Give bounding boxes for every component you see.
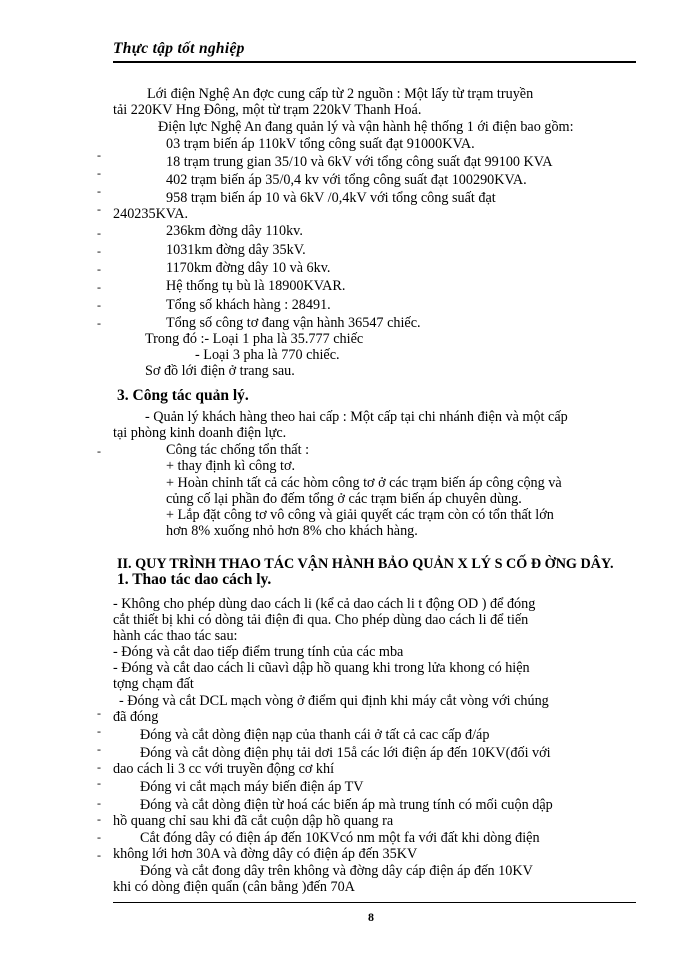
text-line-40: Đóng vi cắt mạch máy biến điện áp TV (140, 779, 364, 795)
margin-dash-mark: - (97, 776, 101, 790)
margin-dash-mark: - (97, 796, 101, 810)
text-line-38: Đóng và cắt dòng điện phụ tải dơi 15å các lới điện áp đến 10KV(đối với (140, 745, 551, 761)
text-line-36: đã đóng (113, 709, 159, 725)
text-line-35: - Đóng và cắt DCL mạch vòng ở điểm qui định khi máy cắt vòng với chúng (119, 693, 549, 709)
text-line-14: Tổng số công tơ đang vận hành 36547 chiếc. (166, 315, 421, 331)
text-line-29: - Không cho phép dùng dao cách li (kể cả dao cách li t động OD ) để đóng (113, 596, 536, 612)
margin-dash-mark: - (97, 280, 101, 294)
text-line-21: Công tác chống tổn thất : (166, 442, 310, 458)
text-line-11: 1170km đờng dây 10 và 6kv. (166, 260, 331, 276)
text-line-17: Sơ đồ lới điện ở trang sau. (145, 363, 295, 379)
margin-dash-mark: - (97, 184, 101, 198)
text-line-2: tải 220KV Hng Đông, một từ trạm 220kV Thanh Hoá. (113, 102, 422, 118)
margin-dash-mark: - (97, 706, 101, 720)
margin-dash-mark: - (97, 316, 101, 330)
margin-dash-mark: - (97, 148, 101, 162)
text-line-5: 18 trạm trung gian 35/10 và 6kV với tổng công suất đạt 99100 KVA (166, 154, 553, 170)
page-header-title: Thực tập tốt nghiệp (113, 40, 245, 57)
text-line-22: + thay định kì công tơ. (166, 458, 295, 474)
text-line-20: tại phòng kinh doanh điện lực. (113, 425, 287, 441)
text-line-19: - Quản lý khách hàng theo hai cấp : Một cấp tại chi nhánh điện và một cấp (145, 409, 568, 425)
text-line-26: hơn 8% xuống nhỏ hơn 8% cho khách hàng. (166, 523, 418, 539)
text-line-43: Cắt đóng dây có điện áp đến 10KVcó nm một fa với đất khi dòng điện (140, 830, 540, 846)
text-line-15: Trong đó :- Loại 1 pha là 35.777 chiếc (145, 331, 364, 347)
footer-rule (113, 902, 636, 903)
text-line-3: Điện lực Nghệ An đang quản lý và vận hành hệ thống 1 ới điện bao gồm: (158, 119, 574, 135)
margin-dash-mark: - (97, 444, 101, 458)
text-line-9: 236km đờng dây 110kv. (166, 223, 303, 239)
text-line-34: tợng chạm đất (113, 676, 194, 692)
text-line-12: Hệ thống tụ bù là 18900KVAR. (166, 278, 346, 294)
section-heading-18: 3. Công tác quản lý. (117, 387, 249, 404)
margin-dash-mark: - (97, 724, 101, 738)
text-line-7: 958 trạm biến áp 10 và 6kV /0,4kV với tổng công suất đạt (166, 190, 496, 206)
text-line-31: hành các thao tác sau: (113, 628, 238, 644)
margin-dash-mark: - (97, 298, 101, 312)
text-line-32: - Đóng và cắt dao tiếp điểm trung tính của các mba (113, 644, 404, 660)
text-line-41: Đóng và cắt dòng điện từ hoá các biến áp mà trung tính có mối cuộn dập (140, 797, 553, 813)
text-line-4: 03 trạm biến áp 110kV tổng công suất đạt 91000KVA. (166, 136, 475, 152)
text-line-25: + Lắp đặt công tơ vô công và giải quyết các trạm còn có tổn thất lớn (166, 507, 554, 523)
margin-dash-mark: - (97, 760, 101, 774)
margin-dash-mark: - (97, 742, 101, 756)
text-line-33: - Đóng và cắt dao cách li cũavì dập hồ quang khi trong lửa khong có hiện (113, 660, 530, 676)
section-heading-27: II. QUY TRÌNH THAO TÁC VẬN HÀNH BẢO QUẢN X LÝ S CỐ Đ ỜNG DÂY. (117, 556, 614, 572)
margin-dash-mark: - (97, 830, 101, 844)
page-number: 8 (368, 910, 374, 924)
margin-dash-mark: - (97, 202, 101, 216)
margin-dash-mark: - (97, 262, 101, 276)
text-line-44: không lới hơn 30A và đờng dây có điện áp đến 35KV (113, 846, 418, 862)
margin-dash-mark: - (97, 166, 101, 180)
margin-dash-mark: - (97, 244, 101, 258)
text-line-37: Đóng và cắt dòng điện nạp của thanh cái ở tất cả cac cấp đ/áp (140, 727, 490, 743)
text-line-39: dao cách li 3 cc với truyền động cơ khí (113, 761, 335, 777)
margin-dash-mark: - (97, 812, 101, 826)
text-line-8: 240235KVA. (113, 206, 189, 222)
header-rule (113, 61, 636, 63)
text-line-24: củng cố lại phần đo đếm tổng ở các trạm biến áp chuyên dùng. (166, 491, 522, 507)
text-line-1: Lới điện Nghệ An đợc cung cấp từ 2 nguồn : Một lấy từ trạm truyền (147, 86, 534, 102)
section-heading-28: 1. Thao tác dao cách ly. (117, 571, 272, 588)
text-line-6: 402 trạm biến áp 35/0,4 kv với tổng công suất đạt 100290KVA. (166, 172, 527, 188)
margin-dash-mark: - (97, 226, 101, 240)
margin-dash-mark: - (97, 848, 101, 862)
text-line-10: 1031km đờng dây 35kV. (166, 242, 306, 258)
text-line-42: hồ quang chỉ sau khi đã cắt cuộn dập hồ quang ra (113, 813, 394, 829)
text-line-30: cắt thiết bị khi có dòng tải điện đi qua. Cho phép dùng dao cách li để tiến (113, 612, 529, 628)
text-line-23: + Hoàn chỉnh tất cả các hòm công tơ ở các trạm biến áp công cộng và (166, 475, 562, 491)
text-line-46: khi có dòng điện quẩn (cân bằng )đến 70A (113, 879, 355, 895)
text-line-16: - Loại 3 pha là 770 chiếc. (195, 347, 340, 363)
text-line-45: Đóng và cắt đong dây trên không và đờng dây cáp điện áp đến 10KV (140, 863, 533, 879)
text-line-13: Tổng số khách hàng : 28491. (166, 297, 331, 313)
